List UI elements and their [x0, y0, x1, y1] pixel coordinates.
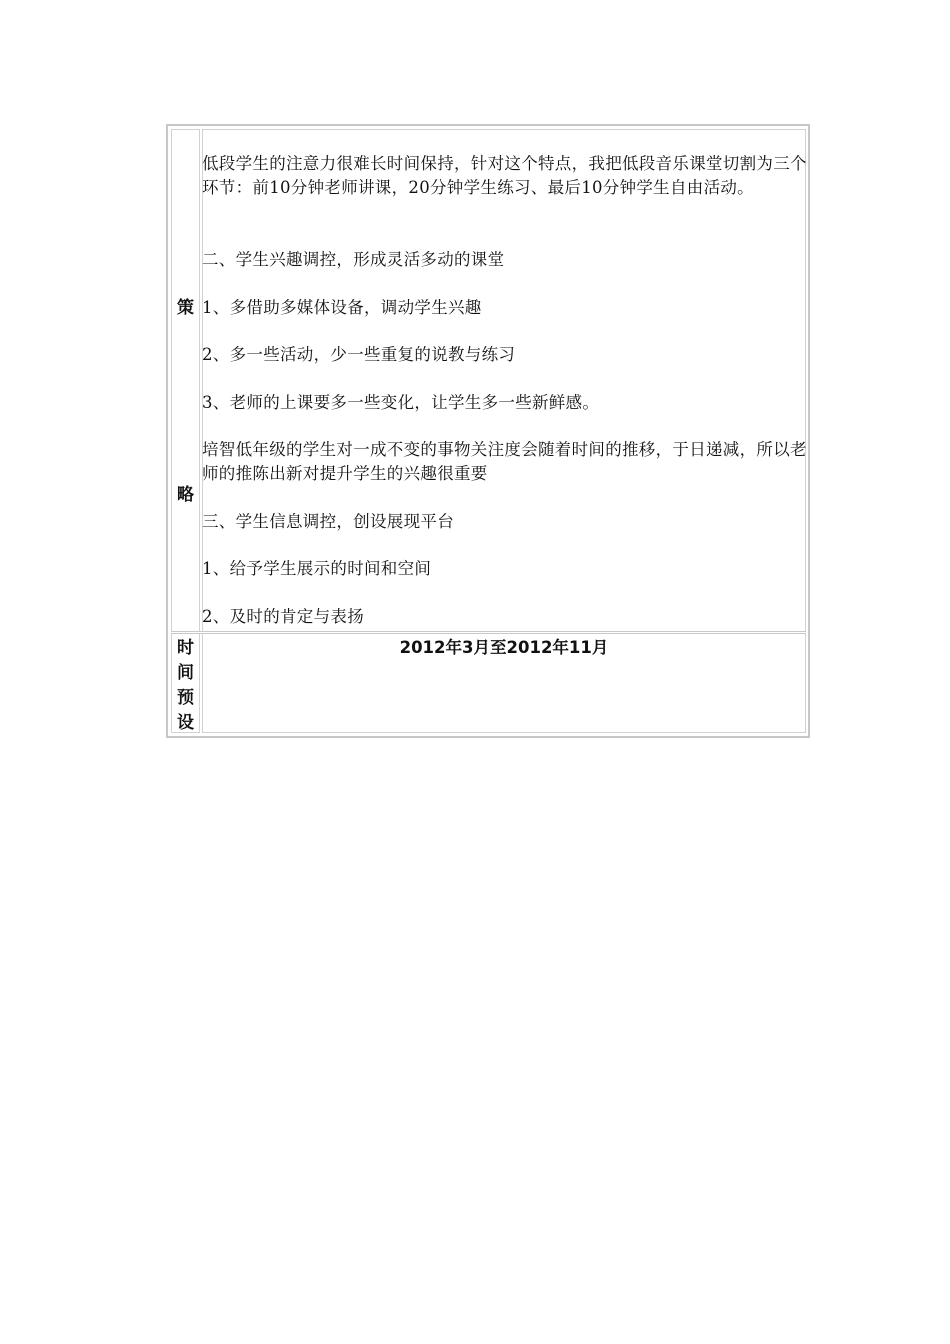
time-label-char: 预 [177, 688, 194, 708]
time-range-value: 2012年3月至2012年11月 [399, 638, 609, 657]
time-plan-label [171, 636, 200, 736]
strategy-item: 3、老师的上课要多一些变化，让学生多一些新鲜感。 [202, 393, 600, 412]
strategy-paragraph: 低段学生的注意力很难长时间保持，针对这个特点，我把低段音乐课堂切割为三个环节：前10分钟老师讲课，20分钟学生练习、最后10分钟学生自由活动。 [202, 154, 807, 197]
strategy-label-ce: 策 [177, 298, 194, 318]
strategy-heading: 二、学生兴趣调控，形成灵活多动的课堂 [202, 250, 505, 269]
strategy-item: 1、给予学生展示的时间和空间 [202, 559, 432, 578]
strategy-item: 1、多借助多媒体设备，调动学生兴趣 [202, 298, 482, 317]
row-divider [171, 631, 806, 634]
time-label-char: 时 [177, 638, 194, 658]
time-label-char: 间 [177, 663, 194, 683]
strategy-item: 2、及时的肯定与表扬 [202, 607, 364, 626]
strategy-label-lue: 略 [177, 485, 194, 505]
time-label-char: 设 [177, 713, 194, 733]
strategy-table [166, 124, 810, 738]
strategy-item: 2、多一些活动，少一些重复的说教与练习 [202, 345, 516, 364]
strategy-heading: 三、学生信息调控，创设展现平台 [202, 512, 454, 531]
strategy-paragraph: 培智低年级的学生对一成不变的事物关注度会随着时间的推移，于日递减，所以老师的推陈出新对提升学生的兴趣很重要 [202, 440, 807, 483]
